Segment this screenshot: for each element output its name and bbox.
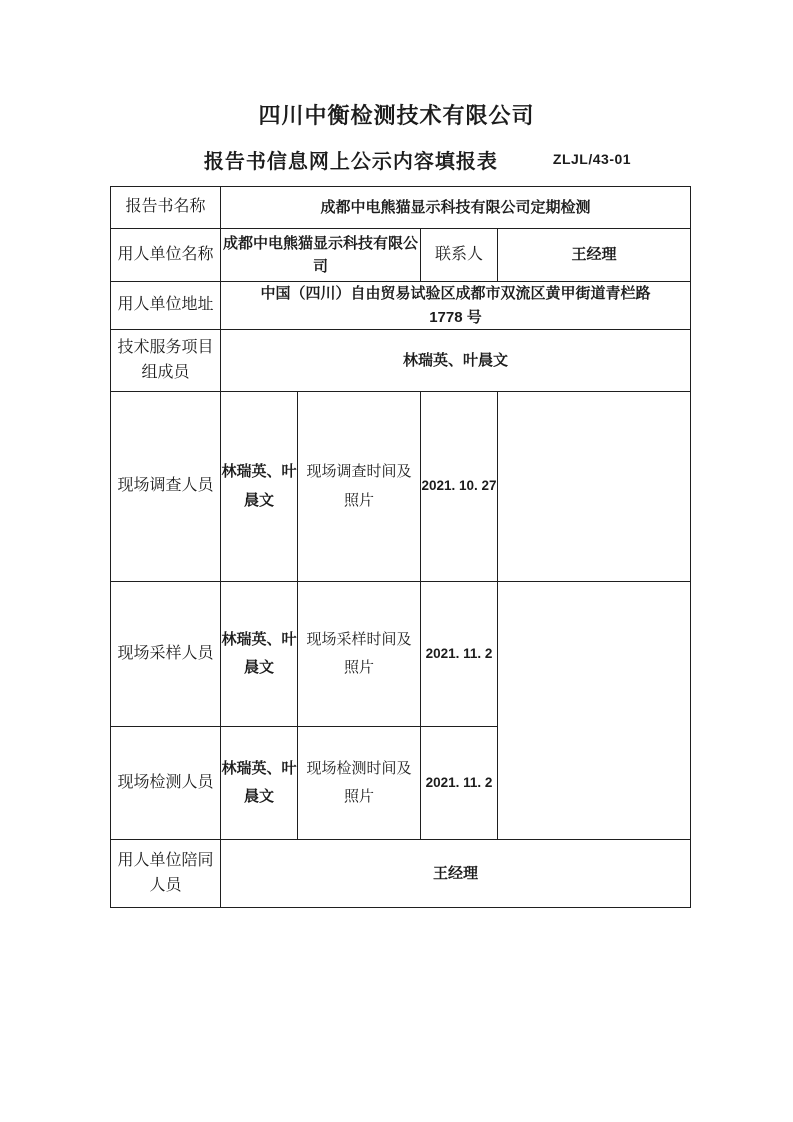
site-testing-personnel: 林瑞英、叶晨文 bbox=[221, 727, 298, 840]
site-sampling-personnel: 林瑞英、叶晨文 bbox=[221, 582, 298, 727]
contact-label: 联系人 bbox=[421, 229, 498, 282]
site-survey-date: 2021. 10. 27 bbox=[421, 392, 498, 582]
employer-address-label: 用人单位地址 bbox=[111, 282, 221, 330]
employer-name-value: 成都中电熊猫显示科技有限公司 bbox=[221, 229, 421, 282]
site-survey-time-label: 现场调查时间及照片 bbox=[298, 392, 421, 582]
site-testing-time-label: 现场检测时间及照片 bbox=[298, 727, 421, 840]
form-title: 报告书信息网上公示内容填报表 bbox=[203, 151, 498, 173]
site-survey-photo-cell bbox=[498, 392, 690, 582]
site-survey-label: 现场调查人员 bbox=[111, 392, 221, 582]
site-sampling-date: 2021. 11. 2 bbox=[421, 582, 498, 727]
site-sampling-time-label: 现场采样时间及照片 bbox=[298, 582, 421, 727]
employer-name-label: 用人单位名称 bbox=[111, 229, 221, 282]
company-title: 四川中衡检测技术有限公司 bbox=[258, 103, 535, 128]
report-name-label: 报告书名称 bbox=[111, 187, 221, 229]
employer-address-value bbox=[221, 282, 690, 330]
project-team-label: 技术服务项目组成员 bbox=[111, 330, 221, 392]
accompanying-label: 用人单位陪同人员 bbox=[111, 840, 221, 907]
site-testing-label: 现场检测人员 bbox=[111, 727, 221, 840]
contact-value: 王经理 bbox=[498, 229, 690, 282]
form-title-row bbox=[0, 146, 793, 175]
project-team-value: 林瑞英、叶晨文 bbox=[221, 330, 690, 392]
site-survey-personnel: 林瑞英、叶晨文 bbox=[221, 392, 298, 582]
site-testing-date: 2021. 11. 2 bbox=[421, 727, 498, 840]
form-code: ZLJL/43-01 bbox=[552, 151, 632, 167]
report-form-table bbox=[110, 186, 691, 908]
sampling-testing-photo-cell bbox=[498, 582, 690, 840]
employer-address-text: 中国（四川）自由贸易试验区成都市双流区黄甲街道青栏路1778 号 bbox=[260, 285, 651, 326]
site-sampling-label: 现场采样人员 bbox=[111, 582, 221, 727]
accompanying-value: 王经理 bbox=[432, 864, 478, 882]
report-name-value: 成都中电熊猫显示科技有限公司定期检测 bbox=[221, 187, 690, 229]
